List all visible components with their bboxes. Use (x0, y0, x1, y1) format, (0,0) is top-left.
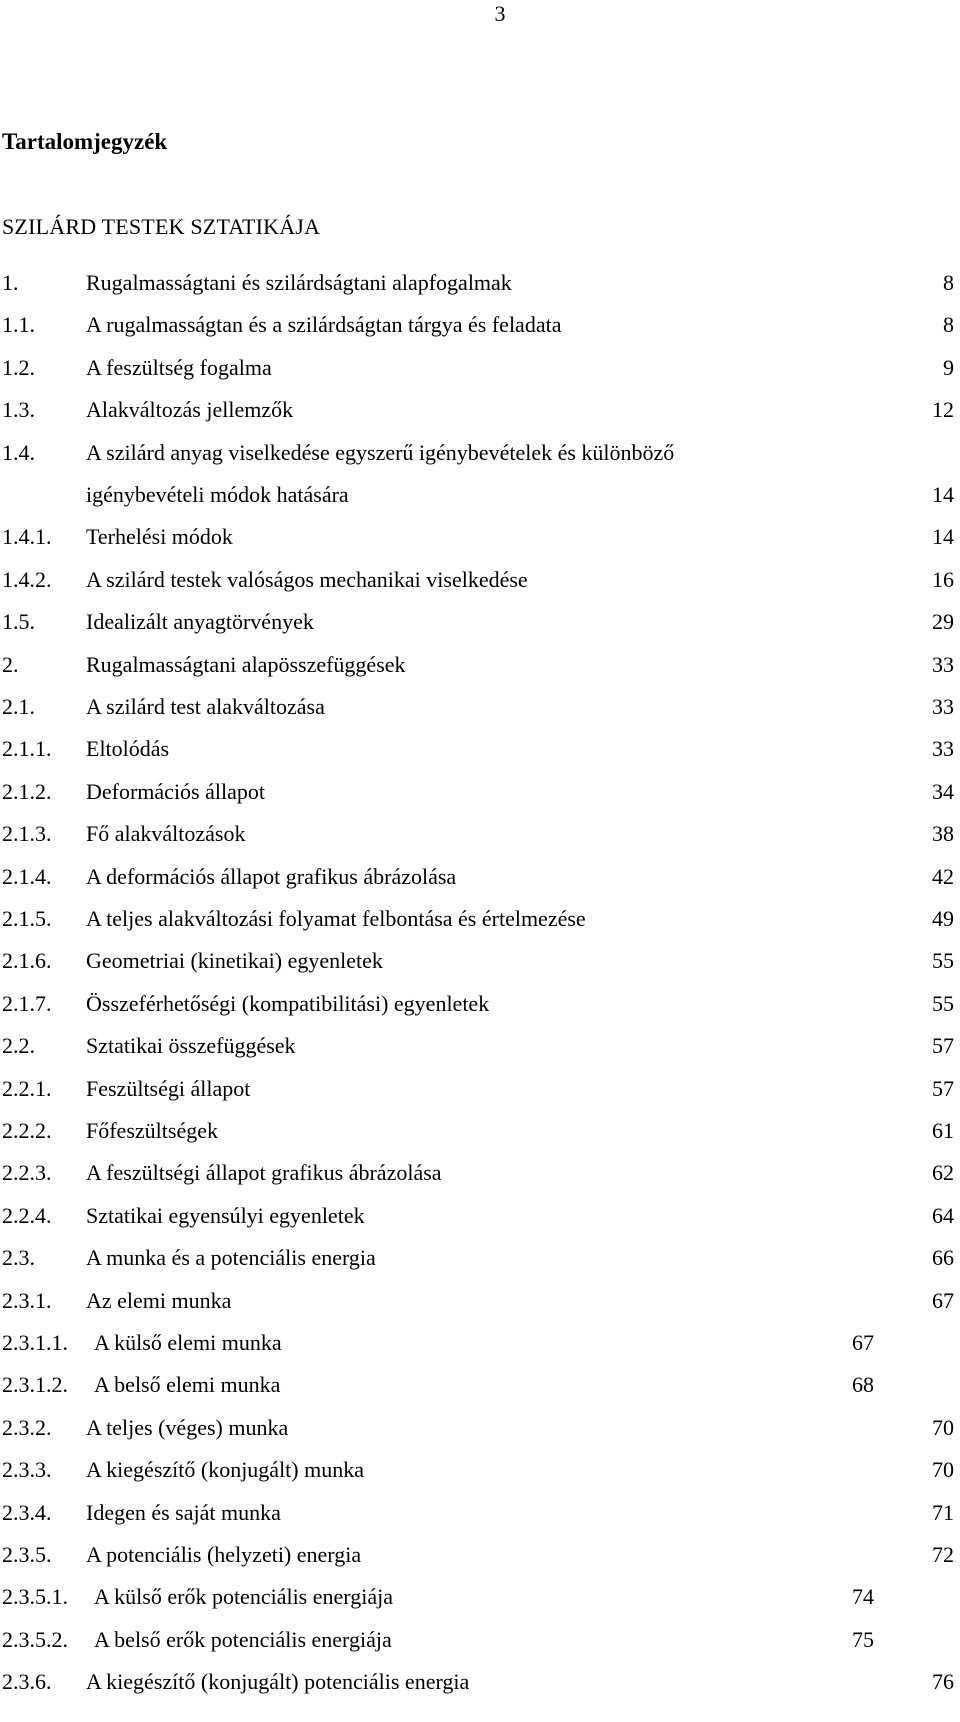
toc-entry[interactable] (0, 691, 960, 723)
toc-entry-page: 33 (932, 694, 954, 719)
toc-entry-page: 9 (943, 354, 954, 380)
toc-entry-title: A belső elemi munka (94, 1372, 281, 1398)
toc-entry-number: 2.3.6. (2, 1669, 52, 1695)
toc-entry-title: Feszültségi állapot (86, 1075, 251, 1101)
toc-entry-page: 38 (932, 821, 954, 847)
toc-entry-page: 34 (932, 778, 954, 804)
toc-entry[interactable] (0, 861, 960, 893)
toc-entry[interactable] (0, 1030, 960, 1062)
toc-entry-page: 66 (932, 1245, 954, 1271)
toc-entry-title: Alakváltozás jellemzők (86, 397, 294, 423)
toc-entry-page: 61 (932, 1118, 954, 1143)
toc-entry-number: 2.3. (2, 1245, 35, 1271)
toc-entry-number: 2.1. (2, 694, 35, 719)
toc-entry-number: 2.1.2. (2, 778, 52, 804)
toc-entry-number: 1.1. (2, 312, 35, 338)
toc-entry-number: 2.1.7. (2, 990, 52, 1016)
toc-entry-page: 62 (932, 1160, 954, 1186)
toc-entry-number: 1.4.2. (2, 566, 52, 592)
toc-entry-page: 55 (932, 948, 954, 974)
toc-entry[interactable] (0, 1454, 960, 1486)
toc-entry-title: Sztatikai összefüggések (86, 1033, 296, 1059)
toc-entry-number: 2.3.3. (2, 1457, 52, 1483)
toc-entry-page: 49 (932, 906, 954, 931)
toc-entry-page: 12 (932, 397, 954, 423)
toc-entry-page: 74 (852, 1584, 874, 1610)
toc-entry-page: 55 (932, 990, 954, 1016)
toc-entry[interactable] (0, 521, 960, 553)
toc-entry-title: Rugalmasságtani alapösszefüggések (86, 651, 406, 677)
toc-entry[interactable] (0, 1369, 960, 1401)
toc-entry[interactable] (0, 649, 960, 681)
toc-entry-page: 71 (932, 1499, 954, 1525)
toc-entry[interactable] (0, 267, 960, 299)
toc-entry-number: 2.2.2. (2, 1118, 52, 1143)
toc-entry-title: A rugalmasságtan és a szilárdságtan tárgya és feladata (86, 312, 562, 338)
toc-entry-number: 2.3.4. (2, 1499, 52, 1525)
toc-entry[interactable] (0, 1539, 960, 1571)
toc-entry[interactable] (0, 733, 960, 765)
toc-entry-page: 72 (932, 1542, 954, 1567)
toc-entry[interactable] (0, 394, 960, 426)
toc-entry-number: 1.4. (2, 439, 35, 465)
toc-entry-page: 8 (943, 312, 954, 338)
toc-entry-number: 2.3.1. (2, 1287, 52, 1313)
toc-entry-title: Deformációs állapot (86, 778, 265, 804)
toc-entry-number: 2.3.1.1. (2, 1330, 68, 1355)
toc-title: Tartalomjegyzék (2, 129, 168, 154)
toc-entry-number: 2.3.1.2. (2, 1372, 68, 1398)
toc-entry-number: 2.2.1. (2, 1075, 52, 1101)
toc-entry-number: 2.1.4. (2, 863, 52, 889)
toc-entry-number: 2.2. (2, 1033, 35, 1059)
toc-entry-page: 14 (932, 482, 954, 507)
toc-entry-page: 57 (932, 1033, 954, 1059)
toc-entry-title: A szilárd anyag viselkedése egyszerű igénybevételek és különböző (86, 439, 675, 465)
toc-entry[interactable] (0, 903, 960, 935)
toc-entry-number: 1. (2, 270, 19, 295)
toc-entry-title: Idealizált anyagtörvények (86, 609, 314, 635)
toc-entry-title: Rugalmasságtani és szilárdságtani alapfogalmak (86, 270, 512, 295)
toc-entry[interactable] (0, 818, 960, 850)
toc-entry-title: A teljes alakváltozási folyamat felbontása és értelmezése (86, 906, 586, 931)
toc-entry-page: 75 (852, 1626, 874, 1652)
toc-entry-title: Fő alakváltozások (86, 821, 246, 847)
toc-entry-number: 2.1.1. (2, 736, 52, 762)
toc-entry-page: 14 (932, 524, 954, 550)
toc-entry-page: 67 (932, 1287, 954, 1313)
toc-entry-page: 76 (932, 1669, 954, 1695)
toc-entry-number: 2.3.5.1. (2, 1584, 68, 1610)
toc-entry-title: A teljes (véges) munka (86, 1414, 289, 1440)
toc-entry-number: 2.2.4. (2, 1202, 52, 1228)
toc-entry-page: 64 (932, 1202, 954, 1228)
toc-entry-page: 16 (932, 566, 954, 592)
toc-entry[interactable] (0, 1200, 960, 1232)
toc-entry-title: A potenciális (helyzeti) energia (86, 1542, 362, 1567)
toc-entry-title: A feszültség fogalma (86, 354, 272, 380)
toc-entry[interactable] (0, 1412, 960, 1444)
toc-entry-number: 2. (2, 651, 19, 677)
toc-entry-number: 1.5. (2, 609, 35, 635)
toc-entry[interactable] (0, 1581, 960, 1613)
toc-entry-title: Geometriai (kinetikai) egyenletek (86, 948, 383, 974)
toc-entry-title: A szilárd testek valóságos mechanikai viselkedése (86, 566, 528, 592)
toc-entry[interactable] (0, 1073, 960, 1105)
toc-entry-title: A belső erők potenciális energiája (94, 1626, 392, 1652)
toc-entry-page: 42 (932, 863, 954, 889)
toc-entry[interactable] (0, 479, 960, 511)
toc-entry-number: 2.2.3. (2, 1160, 52, 1186)
toc-entry-title: A deformációs állapot grafikus ábrázolása (86, 863, 457, 889)
toc-entry-page: 33 (932, 736, 954, 762)
toc-entry[interactable] (0, 1666, 960, 1698)
toc-entry-number: 2.3.5. (2, 1542, 52, 1567)
toc-entry-page: 67 (852, 1330, 874, 1355)
toc-entry[interactable] (0, 564, 960, 596)
toc-entry-number: 2.3.2. (2, 1414, 52, 1440)
toc-entry[interactable] (0, 1115, 960, 1147)
toc-entry-title: A kiegészítő (konjugált) munka (86, 1457, 364, 1483)
toc-entry[interactable] (0, 606, 960, 638)
toc-entry-number: 1.2. (2, 354, 35, 380)
toc-entry[interactable] (0, 776, 960, 808)
toc-entry-title: igénybevételi módok hatására (86, 482, 349, 507)
toc-entry-title: A külső elemi munka (94, 1330, 282, 1355)
toc-entry-title: Terhelési módok (86, 524, 233, 550)
toc-entry-page: 57 (932, 1075, 954, 1101)
toc-entry-number: 2.3.5.2. (2, 1626, 68, 1652)
toc-entry[interactable] (0, 352, 960, 384)
toc-entry-page: 68 (852, 1372, 874, 1398)
toc-entry-page: 29 (932, 609, 954, 635)
toc-entry[interactable] (0, 1285, 960, 1317)
toc-entry[interactable] (0, 988, 960, 1020)
toc-entry-page: 8 (943, 270, 954, 295)
toc-entry[interactable] (0, 1327, 960, 1359)
toc-entry-title: Idegen és saját munka (86, 1499, 281, 1525)
section-title: SZILÁRD TESTEK SZTATIKÁJA (2, 214, 321, 239)
toc-entry-page: 33 (932, 651, 954, 677)
toc-entry-title: Sztatikai egyensúlyi egyenletek (86, 1202, 365, 1228)
toc-entry-title: A kiegészítő (konjugált) potenciális energia (86, 1669, 470, 1695)
toc-entry[interactable] (0, 309, 960, 341)
toc-entry[interactable] (0, 1242, 960, 1274)
toc-entry-number: 2.1.6. (2, 948, 52, 974)
toc-entry[interactable] (0, 1624, 960, 1656)
toc-entry-page: 70 (932, 1414, 954, 1440)
toc-entry-title: A munka és a potenciális energia (86, 1245, 376, 1271)
toc-entry[interactable] (0, 945, 960, 977)
toc-entry-page: 70 (932, 1457, 954, 1483)
toc-entry-title: Főfeszültségek (86, 1118, 218, 1143)
toc-entry-number: 1.4.1. (2, 524, 52, 550)
toc-entry-number: 1.3. (2, 397, 35, 423)
toc-entry-title: A feszültségi állapot grafikus ábrázolása (86, 1160, 442, 1186)
toc-entry-title: A szilárd test alakváltozása (86, 694, 325, 719)
toc-entry-number: 2.1.5. (2, 906, 52, 931)
toc-entry-number: 2.1.3. (2, 821, 52, 847)
toc-entry-title: Eltolódás (86, 736, 170, 762)
toc-entry-title: A külső erők potenciális energiája (94, 1584, 393, 1610)
toc-entry-title: Az elemi munka (86, 1287, 232, 1313)
toc-entry[interactable] (0, 1157, 960, 1189)
toc-entry[interactable] (0, 1497, 960, 1529)
toc-entry-title: Összeférhetőségi (kompatibilitási) egyenletek (86, 990, 490, 1016)
page-number: 3 (494, 1, 506, 26)
toc-entry[interactable] (0, 437, 960, 469)
